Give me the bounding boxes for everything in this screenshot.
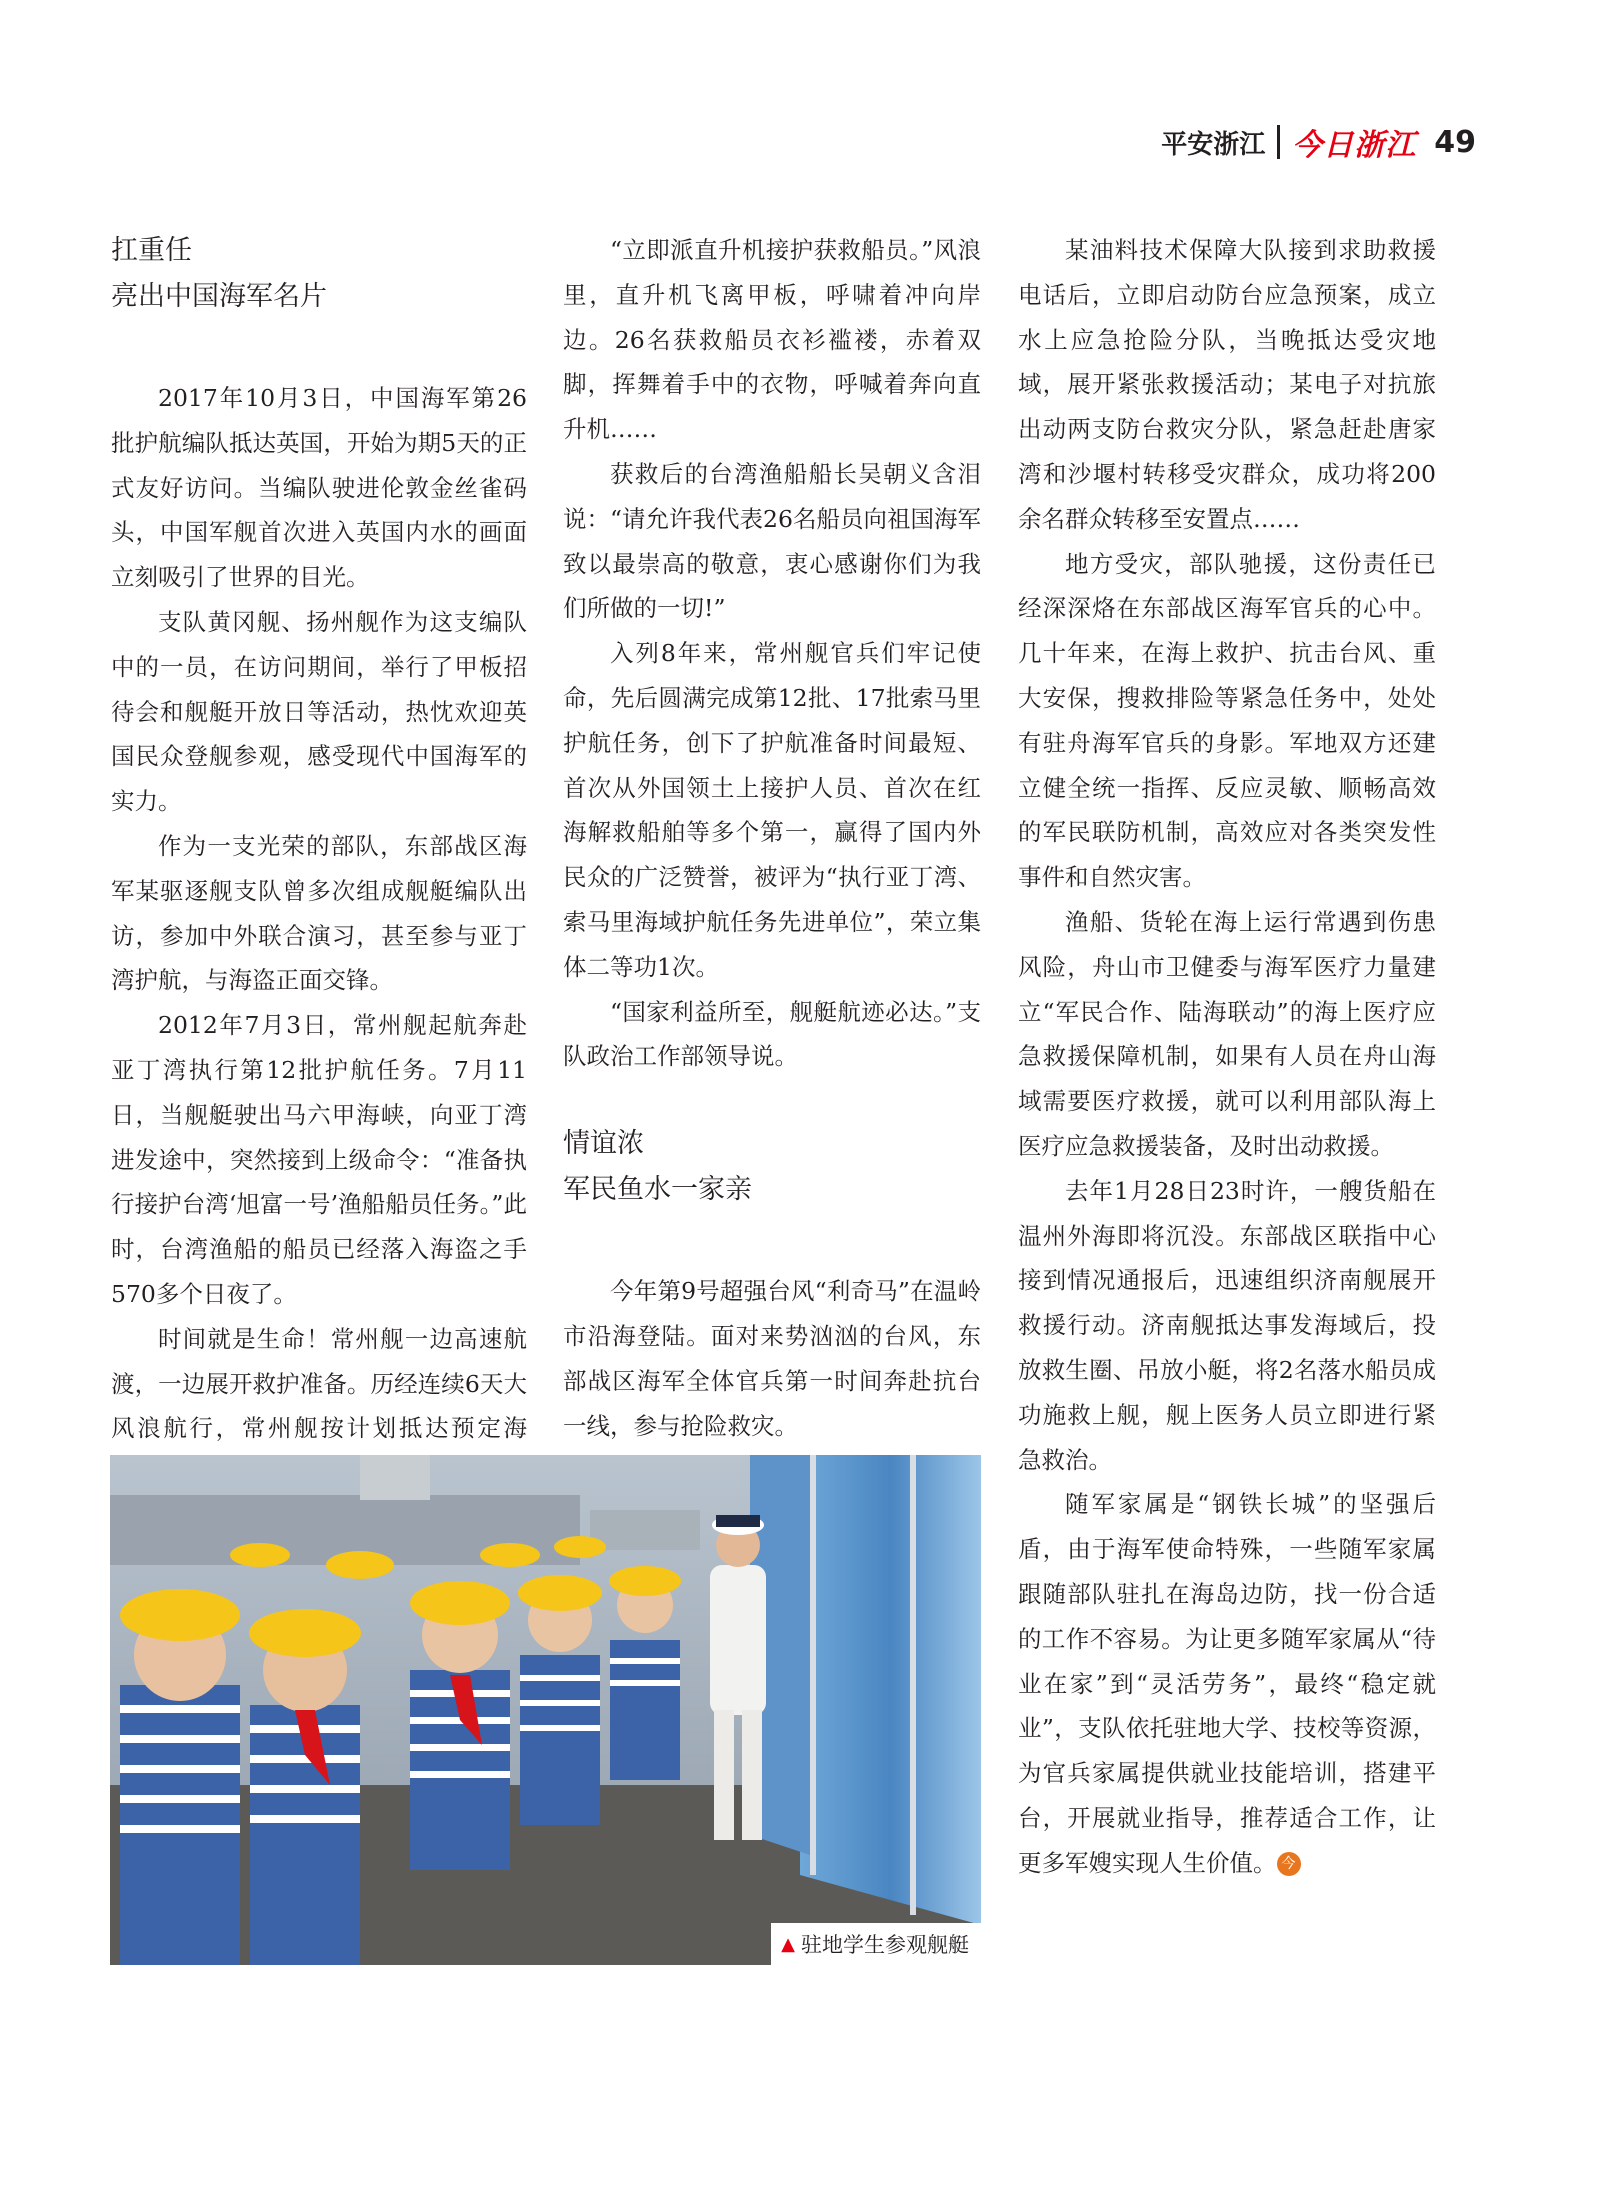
paragraph: 2012年7月3日，常州舰起航奔赴亚丁湾执行第12批护航任务。7月11日，当舰艇驶出马六甲海峡，向亚丁湾进发途中，突然接到上级命令：“准备执行接护台湾‘旭富一号’渔船船员任务。”此时，台湾渔船的船员已经落入海盗之手570多个日夜了。 (111, 1011, 527, 1308)
header-divider (1277, 125, 1280, 159)
paragraph: 地方受灾，部队驰援，这份责任已经深深烙在东部战区海军官兵的心中。几十年来，在海上救护、抗击台风、重大安保，搜救排险等紧急任务中，处处有驻舟海军官兵的身影。军地双方还建立健全统一指挥、反应灵敏、顺畅高效的军民联防机制，高效应对各类突发性事件和自然灾害。 (1018, 549, 1436, 892)
paragraph (1018, 1482, 1436, 1885)
paragraph: 某油料技术保障大队接到求助救援电话后，立即启动防台应急预案，成立水上应急抢险分队，当晚抵达受灾地域，展开紧张救援活动；某电子对抗旅出动两支防台救灾分队，紧急赶赴唐家湾和沙堰村转移受灾群众，成功将200余名群众转移至安置点…… (1018, 236, 1436, 533)
paragraph-text: 随军家属是“钢铁长城”的坚强后盾，由于海军使命特殊，一些随军家属跟随部队驻扎在海岛边防，找一份合适的工作不容易。为让更多随军家属从“待业在家”到“灵活劳务”，最终“稳定就业”，支队依托驻地大学、技校等资源，为官兵家属提供就业技能培训，搭建平台，开展就业指导，推荐适合工作，让更多军嫂实现人生价值。 (1018, 1490, 1436, 1877)
section-heading-sub: 军民鱼水一家亲 (563, 1174, 752, 1206)
page-header (1161, 120, 1476, 164)
photo-students-visiting-ship (110, 1455, 981, 1965)
paragraph: 今年第9号超强台风“利奇马”在温岭市沿海登陆。面对来势汹汹的台风，东部战区海军全体官兵第一时间奔赴抗台一线，参与抢险救灾。 (563, 1277, 981, 1440)
section-heading-sub: 亮出中国海军名片 (111, 281, 327, 312)
paragraph: 入列8年来，常州舰官兵们牢记使命，先后圆满完成第12批、17批索马里护航任务，创下了护航准备时间最短、首次从外国领土上接护人员、首次在红海解救船舶等多个第一，赢得了国内外民众的广泛赞誉，被评为“执行亚丁湾、索马里海域护航任务先进单位”，荣立集体二等功1次。 (563, 639, 981, 981)
column-1 (111, 228, 527, 1496)
brand-logo: 今日浙江 (1292, 128, 1417, 163)
paragraph: “立即派直升机接护获救船员。”风浪里，直升机飞离甲板，呼啸着冲向岸边。26名获救船员衣衫褴褛，赤着双脚，挥舞着手中的衣物，呼喊着奔向直升机…… (563, 236, 981, 444)
section-heading-1 (111, 228, 527, 320)
paragraph: 获救后的台湾渔船船长吴朝义含泪说：“请允许我代表26名船员向祖国海军致以最崇高的敬意，衷心感谢你们为我们所做的一切!” (563, 459, 981, 623)
section-heading-main: 扛重任 (111, 235, 192, 266)
triangle-icon: ▲ (781, 1933, 795, 1955)
paragraph: 时间就是生命！常州舰一边高速航渡，一边展开救护准备。历经连续6天大风浪航行，常州舰按计划抵达预定海 (111, 1324, 527, 1443)
section-name: 平安浙江 (1161, 129, 1266, 160)
column-3 (1018, 228, 1436, 1885)
paragraph: 作为一支光荣的部队，东部战区海军某驱逐舰支队曾多次组成舰艇编队出访，参加中外联合演习，甚至参与亚丁湾护航，与海盗正面交锋。 (111, 831, 527, 995)
paragraph: 支队黄冈舰、扬州舰作为这支编队中的一员，在访问期间，举行了甲板招待会和舰艇开放日等活动，热忱欢迎英国民众登舰参观，感受现代中国海军的实力。 (111, 607, 527, 816)
section-heading-main: 情谊浓 (563, 1128, 644, 1160)
photo-caption (771, 1923, 981, 1965)
photo-caption-text: 驻地学生参观舰艇 (801, 1933, 969, 1957)
column-2 (563, 228, 981, 1448)
page-number: 49 (1434, 124, 1476, 160)
paragraph: “国家利益所至，舰艇航迹必达。”支队政治工作部领导说。 (563, 997, 981, 1071)
paragraph: 去年1月28日23时许，一艘货船在温州外海即将沉没。东部战区联指中心接到情况通报后，迅速组织济南舰展开救援行动。济南舰抵达事发海域后，投放救生圈、吊放小艇，将2名落水船员成功施救上舰，舰上医务人员立即进行紧急救治。 (1018, 1176, 1436, 1474)
end-mark-icon: 今 (1277, 1852, 1301, 1876)
article-photo (110, 1455, 981, 1965)
paragraph: 渔船、货轮在海上运行常遇到伤患风险，舟山市卫健委与海军医疗力量建立“军民合作、陆海联动”的海上医疗应急救援保障机制，如果有人员在舟山海域需要医疗救援，就可以利用部队海上医疗应急救援装备，及时出动救援。 (1018, 907, 1436, 1160)
paragraph: 2017年10月3日，中国海军第26批护航编队抵达英国，开始为期5天的正式友好访问。当编队驶进伦敦金丝雀码头，中国军舰首次进入英国内水的画面立刻吸引了世界的目光。 (111, 384, 527, 592)
section-heading-2 (563, 1121, 981, 1213)
